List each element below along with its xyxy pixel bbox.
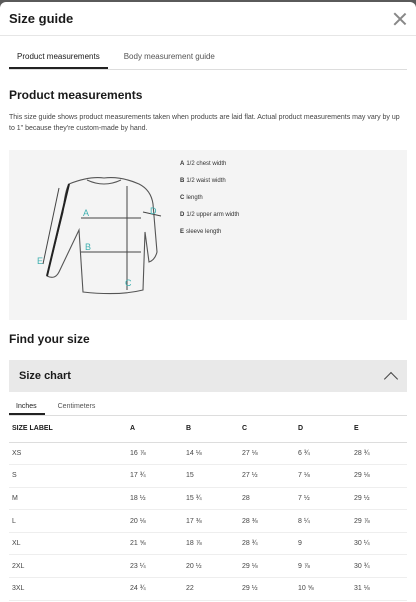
- size-label-cell: 2XL: [9, 555, 127, 578]
- size-label-cell: 3XL: [9, 578, 127, 601]
- measurement-cell: 16 ⅞: [127, 442, 183, 465]
- tab-inches[interactable]: Inches: [9, 400, 45, 415]
- measurement-cell: 29 ⅞: [351, 510, 407, 533]
- letter-d: D: [150, 206, 157, 216]
- measurement-cell: 14 ⅛: [183, 442, 239, 465]
- size-chart-toggle[interactable]: [9, 360, 407, 392]
- legend-item: C length: [180, 195, 203, 201]
- letter-b: B: [85, 242, 92, 252]
- tab-product-measurements[interactable]: Product measurements: [9, 46, 108, 69]
- column-header: SIZE LABEL: [9, 416, 127, 442]
- measurement-cell: 18 ½: [127, 487, 183, 510]
- measurement-legend: [180, 160, 239, 245]
- measurement-cell: 29 ⅛: [239, 555, 295, 578]
- measurement-cell: 29 ½: [239, 578, 295, 601]
- modal-title: Size guide: [9, 11, 74, 26]
- measurement-cell: 29 ½: [351, 487, 407, 510]
- size-label-cell: M: [9, 487, 127, 510]
- table-row: [9, 442, 407, 465]
- modal-header: [0, 2, 416, 36]
- column-header: B: [183, 416, 239, 442]
- measurement-cell: 8 ¼: [295, 510, 351, 533]
- measurement-cell: 17 ¾: [127, 465, 183, 488]
- measurement-cell: 20 ⅛: [127, 510, 183, 533]
- table-row: [9, 532, 407, 555]
- size-label-cell: XL: [9, 532, 127, 555]
- chevron-up-icon[interactable]: [385, 370, 397, 382]
- measurement-cell: 10 ⅝: [295, 578, 351, 601]
- table-row: [9, 510, 407, 533]
- legend-item: B 1/2 waist width: [180, 178, 226, 184]
- column-header: A: [127, 416, 183, 442]
- measurement-cell: 29 ⅛: [351, 465, 407, 488]
- measurement-cell: 24 ¾: [127, 578, 183, 601]
- guide-tabs: [9, 46, 407, 70]
- tab-body-measurement-guide[interactable]: Body measurement guide: [123, 52, 215, 61]
- measurement-cell: 18 ⅞: [183, 532, 239, 555]
- measurement-cell: 7 ½: [295, 487, 351, 510]
- close-icon[interactable]: [393, 12, 407, 26]
- measurement-cell: 6 ¾: [295, 442, 351, 465]
- table-row: [9, 465, 407, 488]
- table-row: [9, 555, 407, 578]
- section-description: This size guide shows product measurements taken when products are laid flat. Actual product measurements may vary by up to 1" because they're custom-made by hand.: [9, 114, 400, 132]
- measurement-cell: 15 ¾: [183, 487, 239, 510]
- letter-c: C: [125, 278, 132, 288]
- legend-item: D 1/2 upper arm width: [180, 212, 240, 218]
- size-chart-label: Size chart: [19, 370, 71, 382]
- letter-a: A: [83, 208, 90, 218]
- measurement-diagram: [9, 150, 407, 320]
- table-row: [9, 487, 407, 510]
- legend-item: A 1/2 chest width: [180, 161, 227, 167]
- measurement-cell: 7 ⅛: [295, 465, 351, 488]
- measurement-cell: 21 ⅝: [127, 532, 183, 555]
- size-table: [9, 416, 407, 601]
- table-row: [9, 578, 407, 601]
- measurement-cell: 15: [183, 465, 239, 488]
- column-header: D: [295, 416, 351, 442]
- measurement-cell: 9 ⅞: [295, 555, 351, 578]
- measurement-cell: 28: [239, 487, 295, 510]
- shirt-illustration: [29, 172, 179, 302]
- table-header-row: [9, 416, 407, 442]
- size-label-cell: L: [9, 510, 127, 533]
- measurement-cell: 30 ¾: [351, 555, 407, 578]
- measurement-cell: 17 ⅜: [183, 510, 239, 533]
- measurement-cell: 28 ¾: [239, 532, 295, 555]
- measurement-cell: 20 ½: [183, 555, 239, 578]
- measurement-cell: 23 ¼: [127, 555, 183, 578]
- tab-centimeters[interactable]: Centimeters: [57, 403, 96, 410]
- find-size-heading: Find your size: [9, 332, 90, 346]
- measurement-cell: 22: [183, 578, 239, 601]
- size-guide-modal: [0, 2, 416, 602]
- letter-e: E: [37, 256, 44, 266]
- measurement-cell: 28 ⅜: [239, 510, 295, 533]
- column-header: C: [239, 416, 295, 442]
- size-label-cell: S: [9, 465, 127, 488]
- measurement-cell: 27 ½: [239, 465, 295, 488]
- unit-tabs: [9, 400, 407, 416]
- measurement-cell: 31 ⅛: [351, 578, 407, 601]
- measurement-cell: 30 ¼: [351, 532, 407, 555]
- column-header: E: [351, 416, 407, 442]
- measurement-cell: 27 ⅛: [239, 442, 295, 465]
- section-heading: Product measurements: [9, 88, 143, 102]
- legend-item: E sleeve length: [180, 229, 222, 235]
- measurement-cell: 28 ¾: [351, 442, 407, 465]
- measurement-cell: 9: [295, 532, 351, 555]
- size-label-cell: XS: [9, 442, 127, 465]
